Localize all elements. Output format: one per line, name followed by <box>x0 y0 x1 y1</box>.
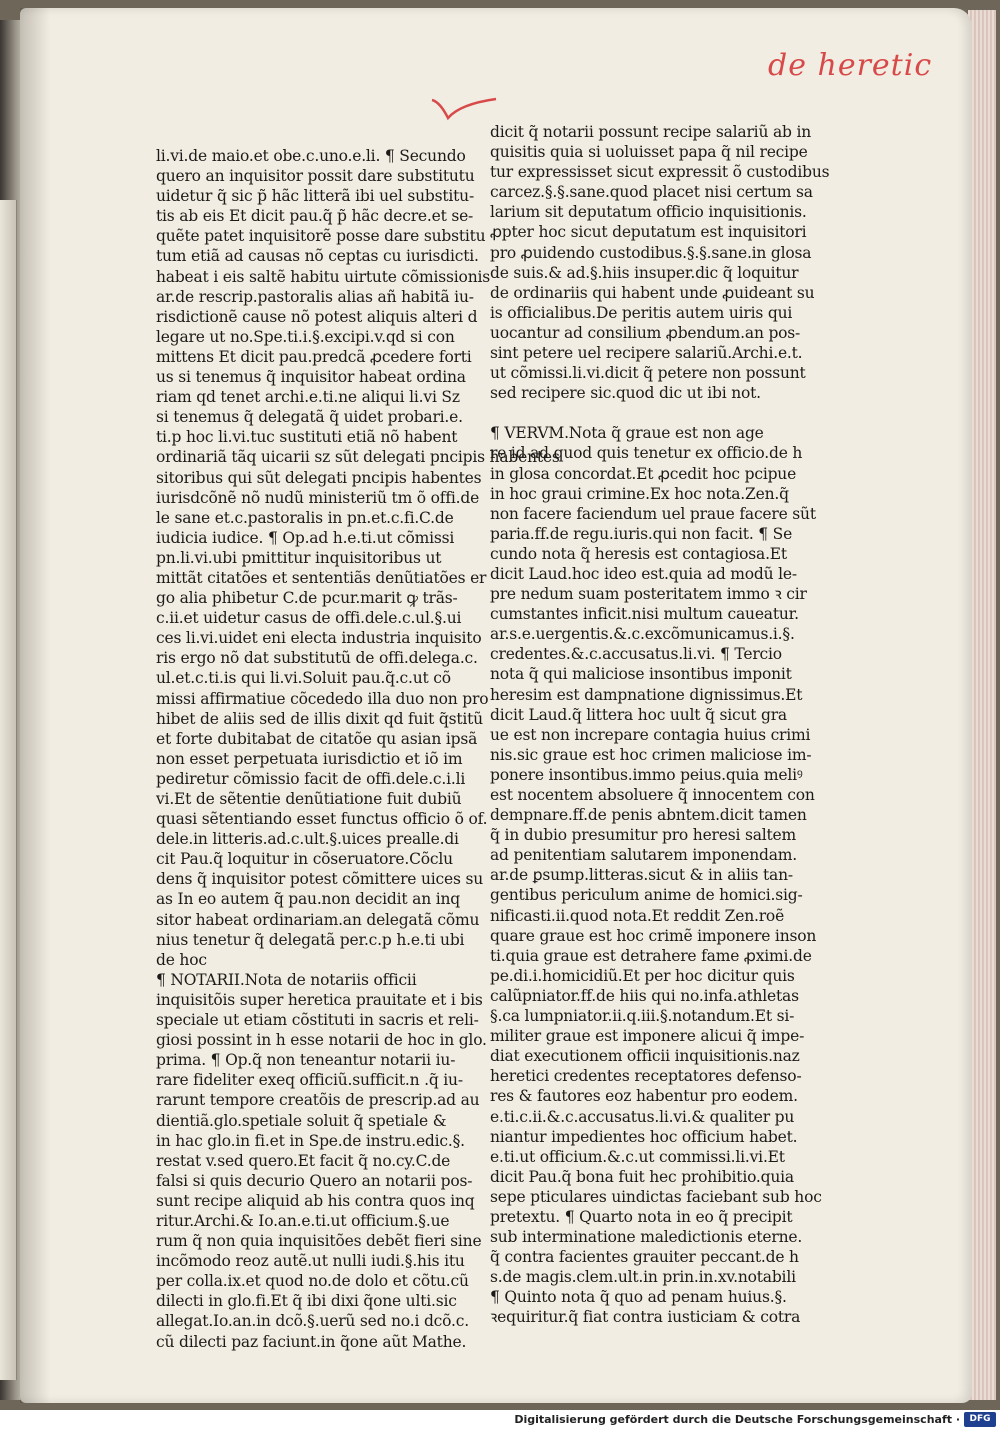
left-column-line: li.vi.de maio.et obe.c.uno.e.li. ¶ Secundo <box>156 147 466 165</box>
right-column-line: e.ti.ut officium.&.c.ut commissi.li.vi.Et <box>490 1147 785 1166</box>
left-column-line: iurisdcõnẽ nõ nudũ ministeriũ tm õ offi.de <box>156 488 480 507</box>
left-column-line: rarunt tempore creatõis de prescrip.ad au <box>156 1091 480 1110</box>
left-column-line: iudicia iudice. ¶ Op.ad h.e.ti.ut cõmissi <box>156 528 455 547</box>
left-column-line: riam qd tenet archi.e.ti.ne aliqui li.vi Sz <box>156 388 460 407</box>
left-column-line: us si tenemus q̃ inquisitor habeat ordina <box>156 368 466 387</box>
facing-leaf <box>0 200 17 1380</box>
left-column-line: non esset perpetuata iurisdictio et iõ im <box>156 749 463 768</box>
left-column-line: ti.p hoc li.vi.tuc sustituti etiã nõ habent <box>156 428 458 447</box>
right-column-line: ponere insontibus.immo peius.quia meliꝰ <box>490 765 803 784</box>
left-column-line: quero an inquisitor possit dare substitutu <box>156 167 475 186</box>
left-column-line: allegat.Io.an.in dcõ.§.uerũ sed no.i dcõ.c. <box>156 1312 469 1331</box>
left-column-line: dilecti in glo.fi.Et q̃ ibi dixi q̃one ulti.sic <box>156 1292 457 1311</box>
right-column-line: q̃ in dubio presumitur pro heresi saltem <box>490 826 797 845</box>
right-paragraph-2 <box>490 423 829 1327</box>
right-column-line: dempnare.ff.de penis abntem.dicit tamen <box>490 806 807 825</box>
right-column-line: nificasti.ii.quod nota.Et reddit Zen.roẽ <box>490 906 785 925</box>
left-column-line: vi.Et de sẽtentie denũtiatione fuit dubiũ <box>156 790 462 808</box>
right-column-line: tur expressisset sicut expressit õ custodibus <box>490 163 830 182</box>
right-column-line: sub interminatione maledictionis eterne. <box>490 1228 803 1247</box>
right-column-line: gentibus periculum anime de homici.sig- <box>490 886 803 905</box>
left-column-line: ces li.vi.uidet eni electa industria inquisito <box>156 629 482 648</box>
funding-credit: Digitalisierung gefördert durch die Deutsche Forschungsgemeinschaft · <box>514 1413 960 1426</box>
left-column-line: rare fideliter exeq officiũ.sufficit.n .q̃ iu- <box>156 1071 463 1090</box>
left-column-line: hibet de aliis sed de illis dixit qd fuit q̃stitũ <box>156 709 483 728</box>
left-column-line: incõmodo reoz autẽ.ut nulli iudi.§.his itu <box>156 1252 465 1271</box>
left-column-line: quasi sẽtentiando esset functus officio õ of. <box>156 810 488 829</box>
right-column-line: res & fautores eoz habentur pro eodem. <box>490 1087 798 1106</box>
right-column-line: de ordinariis qui habent unde ꝓuideant su <box>490 283 815 302</box>
right-column-line: §.ca lumpniator.ii.q.iii.§.notandum.Et si- <box>490 1007 795 1026</box>
left-column-line: quẽte patet inquisitorẽ posse dare substitu <box>156 227 486 246</box>
page-block-edge <box>968 10 996 1400</box>
left-column-line: per colla.ix.et quod no.de dolo et cõtu.cũ <box>156 1272 469 1291</box>
paragraph-gap <box>490 403 829 423</box>
left-column-line: sitor habeat ordinariam.an delegatã cõmu <box>156 910 480 929</box>
left-column-line: et forte dubitabat de citatõe qu asian ipsã <box>156 729 478 748</box>
left-column-line: uidetur q̃ sic p̃ hãc litterã ibi uel substitu- <box>156 187 475 206</box>
left-column-line: habeat i eis saltẽ habitu uirtute cõmissionis <box>156 267 490 286</box>
left-column-line: nius tenetur q̃ delegatã per.c.p h.e.ti ubi <box>156 930 465 949</box>
left-column-line: legare ut no.Spe.ti.i.§.excipi.v.qd si con <box>156 327 455 346</box>
right-column-line: paria.ff.de regu.iuris.qui non facit. ¶ Se <box>490 524 793 543</box>
left-column-line: giosi possint in h esse notarii de hoc in glo. <box>156 1031 487 1050</box>
right-text-column <box>490 122 829 1328</box>
right-column-line: cumstantes inficit.nisi multum caueatur. <box>490 605 799 624</box>
left-column-line: cũ dilecti paz faciunt.in q̃one aũt Mathe. <box>156 1332 467 1351</box>
right-column-line: s.de magis.clem.ult.in prin.in.xv.notabili <box>490 1268 796 1287</box>
right-column-line: dicit Laud.q̃ littera hoc uult q̃ sicut gra <box>490 705 787 724</box>
left-column-line: risdictionẽ cause nõ potest aliquis alteri d <box>156 307 478 326</box>
left-column-line: si tenemus q̃ delegatã q̃ uidet probari.e. <box>156 408 463 427</box>
left-column-line: mittãt citatões et sententiãs denũtiatões er <box>156 568 487 587</box>
left-column-line: tis ab eis Et dicit pau.q̃ p̃ hãc decre.et se- <box>156 207 474 226</box>
right-column-line: re id ad quod quis tenetur ex officio.de h <box>490 444 803 463</box>
right-column-line: quare graue est hoc crimẽ imponere inson <box>490 926 817 945</box>
right-column-line: cundo nota q̃ heresis est contagiosa.Et <box>490 544 787 563</box>
right-column-line: pe.di.i.homicidiũ.Et per hoc dicitur quis <box>490 966 795 985</box>
right-column-line: ar.de ꝑsump.litteras.sicut & in aliis tan- <box>490 866 793 885</box>
left-column-line: prima. ¶ Op.q̃ non teneantur notarii iu- <box>156 1051 456 1070</box>
right-column-line: sint petere uel recipere salariũ.Archi.e.t. <box>490 344 803 363</box>
left-column-line: dele.in litteris.ad.c.ult.§.uices prealle.di <box>156 830 459 849</box>
left-column-line: pn.li.vi.ubi pmittitur inquisitoribus ut <box>156 548 442 567</box>
right-column-line: heresim est dampnatione dignissimus.Et <box>490 685 803 704</box>
right-column-line: sepe pticulares uindictas faciebant sub hoc <box>490 1187 822 1206</box>
left-column-line: ar.de rescrip.pastoralis alias añ habitã iu- <box>156 287 474 306</box>
dfg-logo: DFG <box>964 1412 996 1427</box>
left-column-line: sunt recipe aliquid ab his contra quos inq <box>156 1191 475 1210</box>
left-column-line: le sane et.c.pastoralis in pn.et.c.fi.C.de <box>156 508 454 527</box>
right-column-line: ad penitentiam salutarem imponendam. <box>490 846 798 865</box>
margin-annotation: de heretic <box>768 48 933 83</box>
right-column-line: non facere faciendum uel praue facere sũt <box>490 504 816 523</box>
left-column-line: in hac glo.in fi.et in Spe.de instru.edic.§. <box>156 1131 465 1150</box>
right-column-line: nota q̃ qui maliciose insontibus imponit <box>490 665 792 684</box>
right-column-line: militer graue est imponere alicui q̃ impe- <box>490 1027 805 1046</box>
right-column-line: de suis.& ad.§.hiis insuper.dic q̃ loquitur <box>490 263 799 282</box>
footer-bar <box>0 1410 1000 1431</box>
right-column-line: dicit Pau.q̃ bona fuit hec prohibitio.quia <box>490 1167 794 1186</box>
right-column-line: ꝛequiritur.q̃ fiat contra iusticiam & cotra <box>490 1308 801 1327</box>
left-column-line: ul.et.c.ti.is qui li.vi.Soluit pau.q̃.c.ut cõ <box>156 669 451 688</box>
red-v-mark <box>430 96 498 122</box>
right-column-line: e.ti.c.ii.&.c.accusatus.li.vi.& qualiter pu <box>490 1107 795 1126</box>
left-column-line: falsi si quis decurio Quero an notarii pos- <box>156 1171 473 1190</box>
left-column-line: de hoc <box>156 950 207 969</box>
left-column-line: sitoribus qui sũt delegati pncipis habentes <box>156 468 482 487</box>
left-column-line: ordinariã tãq uicarii sz sũt delegati pncipis habentes <box>156 448 560 467</box>
right-column-line: q̃ contra facientes grauiter peccant.de h <box>490 1248 799 1267</box>
right-column-line: nis.sic graue est hoc crimen maliciose im- <box>490 745 812 764</box>
left-column-line: missi affirmatiue cõcededo illa duo non pro <box>156 689 489 708</box>
right-column-line: ue est non increpare contagia huius crimi <box>490 725 811 744</box>
right-column-line: pretextu. ¶ Quarto nota in eo q̃ precipit <box>490 1207 793 1226</box>
left-column-line: dens q̃ inquisitor potest cõmittere uices su <box>156 870 484 889</box>
left-column-line: restat v.sed quero.Et facit q̃ no.cy.C.de <box>156 1151 451 1170</box>
right-column-line: ¶ Quinto nota q̃ quo ad penam huius.§. <box>490 1288 787 1307</box>
right-column-line: is officialibus.De peritis autem uiris qui <box>490 303 793 322</box>
left-column-line: as In eo autem q̃ pau.non decidit an inq <box>156 890 460 909</box>
right-column-line: sed recipere sic.quod dic ut ibi not. <box>490 384 761 403</box>
right-column-line: ti.quia graue est detrahere fame ꝓximi.de <box>490 946 812 965</box>
right-column-line: pre nedum suam posteritatem immo ꝛ cir <box>490 585 807 604</box>
right-column-line: diat executionem officii inquisitionis.naz <box>490 1047 800 1066</box>
right-column-line: dicit Laud.hoc ideo est.quia ad modũ le- <box>490 564 797 583</box>
right-paragraph-1 <box>490 122 829 403</box>
right-column-line: niantur impedientes hoc officium habet. <box>490 1127 798 1146</box>
left-column-line: ritur.Archi.& Io.an.e.ti.ut officium.§.ue <box>156 1211 450 1230</box>
right-column-line: quisitis quia si uoluisset papa q̃ nil recipe <box>490 143 808 162</box>
left-column-line: inquisitõis super heretica prauitate et i bis <box>156 990 483 1009</box>
right-column-line: carcez.§.§.sane.quod placet nisi certum sa <box>490 183 813 202</box>
right-column-line: credentes.&.c.accusatus.li.vi. ¶ Tercio <box>490 645 782 664</box>
right-column-line: ar.s.e.uergentis.&.c.excõmunicamus.i.§. <box>490 625 795 644</box>
right-column-line: est nocentem absoluere q̃ innocentem con <box>490 786 815 804</box>
right-column-line: uocantur ad consilium ꝓbendum.an pos- <box>490 323 801 342</box>
right-column-line: pro ꝓuidendo custodibus.§.§.sane.in glosa <box>490 243 812 262</box>
left-column-line: ris ergo nõ dat substitutũ de offi.delega.c. <box>156 649 478 668</box>
left-column-line: dientiã.glo.spetiale soluit q̃ spetiale & <box>156 1111 447 1130</box>
left-column-line: cit Pau.q̃ loquitur in cõseruatore.Cõclu <box>156 850 453 869</box>
right-column-line: calũpniator.ff.de hiis qui no.infa.athletas <box>490 986 799 1005</box>
right-column-line: ut cõmissi.li.vi.dicit q̃ petere non possunt <box>490 364 806 383</box>
right-column-line: larium sit deputatum officio inquisitionis. <box>490 203 807 222</box>
right-column-line: heretici credentes receptatores defenso- <box>490 1067 802 1086</box>
right-column-line: dicit q̃ notarii possunt recipe salariũ ab in <box>490 123 811 141</box>
gutter-shadow <box>20 8 50 1403</box>
left-column-line: rum q̃ non quia inquisitões debẽt fieri sine <box>156 1232 482 1251</box>
left-column-line: speciale ut etiam cõstituti in sacris et reli- <box>156 1011 479 1030</box>
left-column-line: ¶ NOTARII.Nota de notariis officii <box>156 970 417 989</box>
right-column-line: in hoc graui crimine.Ex hoc nota.Zen.q̃ <box>490 484 789 503</box>
left-column-line: mittens Et dicit pau.predcã ꝓcedere forti <box>156 347 472 366</box>
left-column-line: tum etiã ad causas nõ ceptas cu iurisdicti. <box>156 247 479 266</box>
left-column-line: pediretur cõmissio facit de offi.dele.c.i.li <box>156 769 466 788</box>
right-column-line: ꝓpter hoc sicut deputatum est inquisitori <box>490 223 807 242</box>
right-column-line: in glosa concordat.Et ꝓcedit hoc pcipue <box>490 464 797 483</box>
left-column-line: c.ii.et uidetur casus de offi.dele.c.ul.§.ui <box>156 609 462 628</box>
right-column-line: ¶ VERVM.Nota q̃ graue est non age <box>490 424 764 443</box>
left-column-line: go alia phibetur C.de pcur.marit ꝙ trãs- <box>156 589 458 608</box>
